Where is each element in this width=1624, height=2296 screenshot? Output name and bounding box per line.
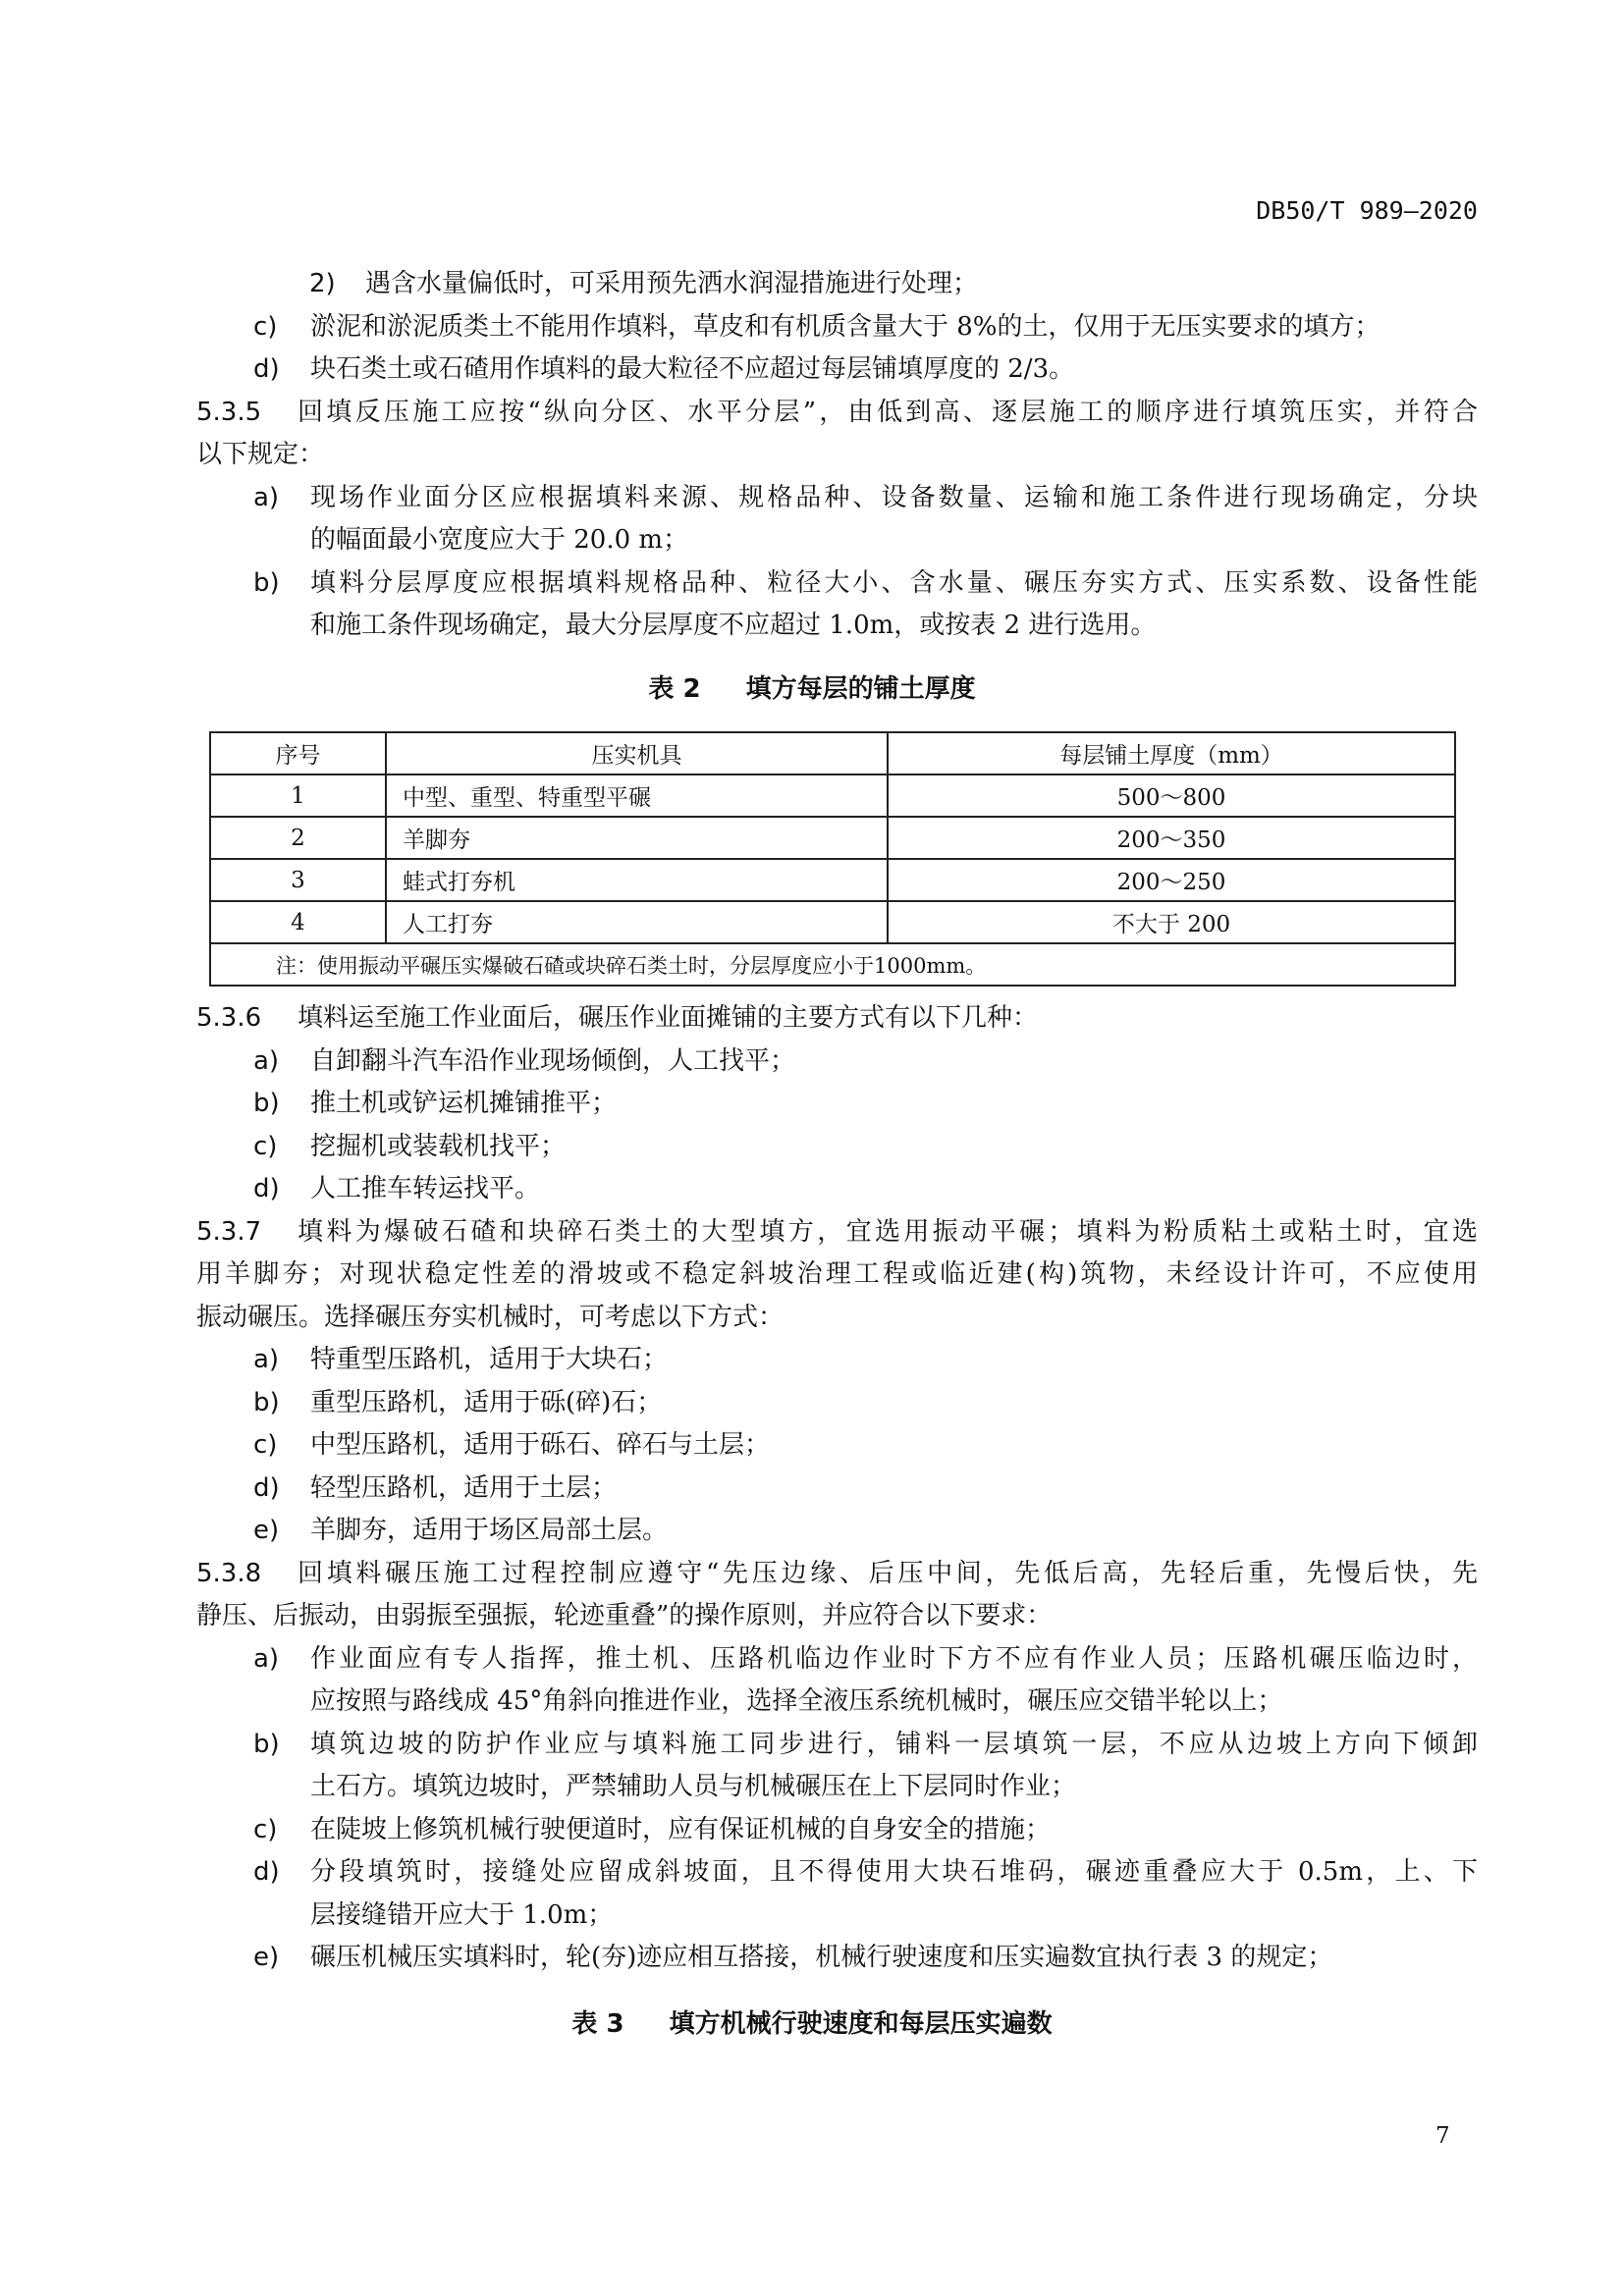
- item-label: a): [253, 1045, 280, 1076]
- item-text: 的幅面最小宽度应大于 20.0 m；: [310, 525, 689, 556]
- item-text: 重型压路机，适用于砾(碎)石；: [310, 1387, 663, 1417]
- item-text: 用羊脚夯；对现状稳定性差的滑坡或不稳定斜坡治理工程或临近建(构)筑物，未经设计许可，不应使用: [196, 1259, 1478, 1290]
- item-text: 填料分层厚度应根据填料规格品种、粒径大小、含水量、碾压夯实方式、压实系数、设备性能: [310, 567, 1478, 598]
- clause-line: [0, 1468, 1624, 1511]
- clause-line: [0, 348, 1624, 392]
- table-3-caption: 填方机械行驶速度和每层压实遍数: [669, 2009, 1053, 2039]
- clause-line: [0, 1168, 1624, 1211]
- item-text: 填料为爆破石碴和块碎石类土的大型填方，宜选用振动平碾；填料为粉质粘土或粘土时，宜选: [298, 1216, 1478, 1247]
- cell: 蛙式打夯机: [386, 859, 888, 901]
- item-text: 应按照与路线成 45°角斜向推进作业，选择全液压系统机械时，碾压应交错半轮以上；: [310, 1686, 1283, 1717]
- item-label: b): [253, 1729, 280, 1759]
- continuation-line: [0, 1297, 1624, 1340]
- item-text: 人工推车转运找平。: [310, 1174, 541, 1204]
- item-text: 块石类土或石碴用作填料的最大粒径不应超过每层铺填厚度的 2/3。: [310, 354, 1075, 385]
- item-label: 5.3.8: [196, 1558, 262, 1588]
- item-text: 振动碾压。选择碾压夯实机械时，可考虑以下方式：: [196, 1302, 785, 1332]
- cell: 500～800: [888, 774, 1455, 817]
- item-text: 静压、后振动，由弱振至强振，轮迹重叠”的操作原则，并应符合以下要求：: [196, 1601, 1053, 1631]
- page-number: 7: [1435, 2123, 1450, 2149]
- clause-line: [0, 1638, 1624, 1682]
- clause-line: [0, 1510, 1624, 1553]
- item-text: 推土机或铲运机摊铺推平；: [310, 1089, 618, 1119]
- item-label: 5.3.7: [196, 1216, 262, 1247]
- item-label: 2): [309, 269, 336, 299]
- table-3-number: 表 3: [571, 2009, 624, 2039]
- item-text: 挖掘机或装载机找平；: [310, 1131, 567, 1161]
- clause-line: [0, 1809, 1624, 1852]
- clause-line: [0, 1851, 1624, 1895]
- item-label: d): [253, 354, 280, 385]
- document-code: DB50/T 989—2020: [1256, 196, 1478, 225]
- item-text: 填筑边坡的防护作业应与填料施工同步进行，铺料一层填筑一层，不应从边坡上方向下倾卸: [310, 1729, 1478, 1759]
- item-text: 羊脚夯，适用于场区局部土层。: [310, 1516, 669, 1546]
- clause-line: [0, 1937, 1624, 1980]
- item-text: 特重型压路机，适用于大块石；: [310, 1345, 669, 1375]
- cell: 200～350: [888, 817, 1455, 859]
- clause-line: [0, 1211, 1624, 1255]
- item-label: a): [253, 1345, 280, 1375]
- cell: 中型、重型、特重型平碾: [386, 774, 888, 817]
- item-text: 以下规定：: [196, 440, 325, 470]
- item-text: 中型压路机，适用于砾石、碎石与土层；: [310, 1430, 771, 1461]
- clause-line: [0, 1041, 1624, 1084]
- item-label: e): [253, 1943, 280, 1973]
- item-text: 现场作业面分区应根据填料来源、规格品种、设备数量、运输和施工条件进行现场确定，分块: [310, 482, 1478, 512]
- header-cell: 每层铺土厚度（mm）: [888, 732, 1455, 774]
- clause-line: [0, 392, 1624, 435]
- clause-line: [0, 1339, 1624, 1382]
- cell: 1: [210, 774, 386, 817]
- item-text: 遇含水量偏低时，可采用预先洒水润湿措施进行处理；: [365, 269, 979, 299]
- item-label: a): [253, 482, 280, 512]
- item-text: 淤泥和淤泥质类土不能用作填料，草皮和有机质含量大于 8%的土，仅用于无压实要求的填方；: [310, 311, 1380, 342]
- item-text: 和施工条件现场确定，最大分层厚度不应超过 1.0m，或按表 2 进行选用。: [310, 611, 1157, 641]
- clause-line: [0, 1083, 1624, 1126]
- table-header-row: [210, 732, 1455, 774]
- item-text: 土石方。填筑边坡时，严禁辅助人员与机械碾压在上下层同时作业；: [310, 1772, 1077, 1802]
- item-label: d): [253, 1472, 280, 1503]
- table-2-number: 表 2: [648, 674, 701, 704]
- item-label: c): [253, 1430, 278, 1461]
- clause-line: [0, 306, 1624, 349]
- item-text: 碾压机械压实填料时，轮(夯)迹应相互搭接，机械行驶速度和压实遍数宜执行表 3 的规定；: [310, 1943, 1333, 1973]
- table-2: [209, 731, 1456, 987]
- continuation-line: [0, 519, 1624, 562]
- table-row: [210, 774, 1455, 817]
- header-cell: 压实机具: [386, 732, 888, 774]
- item-label: 5.3.5: [196, 397, 262, 427]
- cell: 3: [210, 859, 386, 901]
- header-cell: 序号: [210, 732, 386, 774]
- clause-line: [0, 1724, 1624, 1767]
- cell: 不大于 200: [888, 901, 1455, 943]
- item-text: 层接缝错开应大于 1.0m；: [310, 1899, 614, 1930]
- table-row: [210, 901, 1455, 943]
- clause-line: [0, 997, 1624, 1041]
- item-label: d): [253, 1857, 280, 1888]
- continuation-line: [0, 605, 1624, 648]
- clause-line: [0, 1424, 1624, 1468]
- continuation-line: [0, 1595, 1624, 1638]
- clause-line: [0, 1553, 1624, 1596]
- table-note-row: [210, 943, 1455, 986]
- clause-line: [0, 562, 1624, 606]
- item-label: c): [253, 311, 278, 342]
- continuation-line: [0, 434, 1624, 477]
- cell: 羊脚夯: [386, 817, 888, 859]
- table-2-title: [0, 668, 1624, 705]
- item-label: a): [253, 1643, 280, 1674]
- table-row: [210, 817, 1455, 859]
- table-row: [210, 859, 1455, 901]
- item-label: b): [253, 1089, 280, 1119]
- item-label: c): [253, 1814, 278, 1844]
- item-label: b): [253, 1387, 280, 1417]
- continuation-line: [0, 1895, 1624, 1938]
- clause-line: [0, 1382, 1624, 1425]
- continuation-line: [0, 1766, 1624, 1809]
- item-label: c): [253, 1131, 278, 1161]
- clause-line: [0, 263, 1624, 306]
- item-text: 轻型压路机，适用于土层；: [310, 1472, 618, 1503]
- clause-line: [0, 1126, 1624, 1169]
- item-label: d): [253, 1174, 280, 1204]
- item-label: e): [253, 1516, 280, 1546]
- continuation-line: [0, 1681, 1624, 1724]
- item-text: 填料运至施工作业面后，碾压作业面摊铺的主要方式有以下几种：: [298, 1003, 1039, 1034]
- item-text: 回填料碾压施工过程控制应遵守“先压边缘、后压中间，先低后高，先轻后重，先慢后快，先: [298, 1558, 1478, 1588]
- cell: 4: [210, 901, 386, 943]
- item-text: 分段填筑时，接缝处应留成斜坡面，且不得使用大块石堆码，碾迹重叠应大于 0.5m，上、下: [310, 1857, 1478, 1888]
- table-note: 注：使用振动平碾压实爆破石碴或块碎石类土时，分层厚度应小于1000mm。: [210, 943, 1455, 986]
- item-text: 自卸翻斗汽车沿作业现场倾倒，人工找平；: [310, 1045, 796, 1076]
- cell: 人工打夯: [386, 901, 888, 943]
- item-text: 作业面应有专人指挥，推土机、压路机临边作业时下方不应有作业人员；压路机碾压临边时，: [310, 1643, 1478, 1674]
- item-text: 回填反压施工应按“纵向分区、水平分层”，由低到高、逐层施工的顺序进行填筑压实，并符合: [298, 397, 1478, 427]
- item-text: 在陡坡上修筑机械行驶便道时，应有保证机械的自身安全的措施；: [310, 1814, 1052, 1844]
- table-3-title: [0, 2003, 1624, 2040]
- clause-line: [0, 477, 1624, 520]
- item-label: b): [253, 567, 280, 598]
- cell: 200～250: [888, 859, 1455, 901]
- continuation-line: [0, 1254, 1624, 1297]
- cell: 2: [210, 817, 386, 859]
- table-2-caption: 填方每层的铺土厚度: [745, 674, 976, 704]
- item-label: 5.3.6: [196, 1003, 262, 1034]
